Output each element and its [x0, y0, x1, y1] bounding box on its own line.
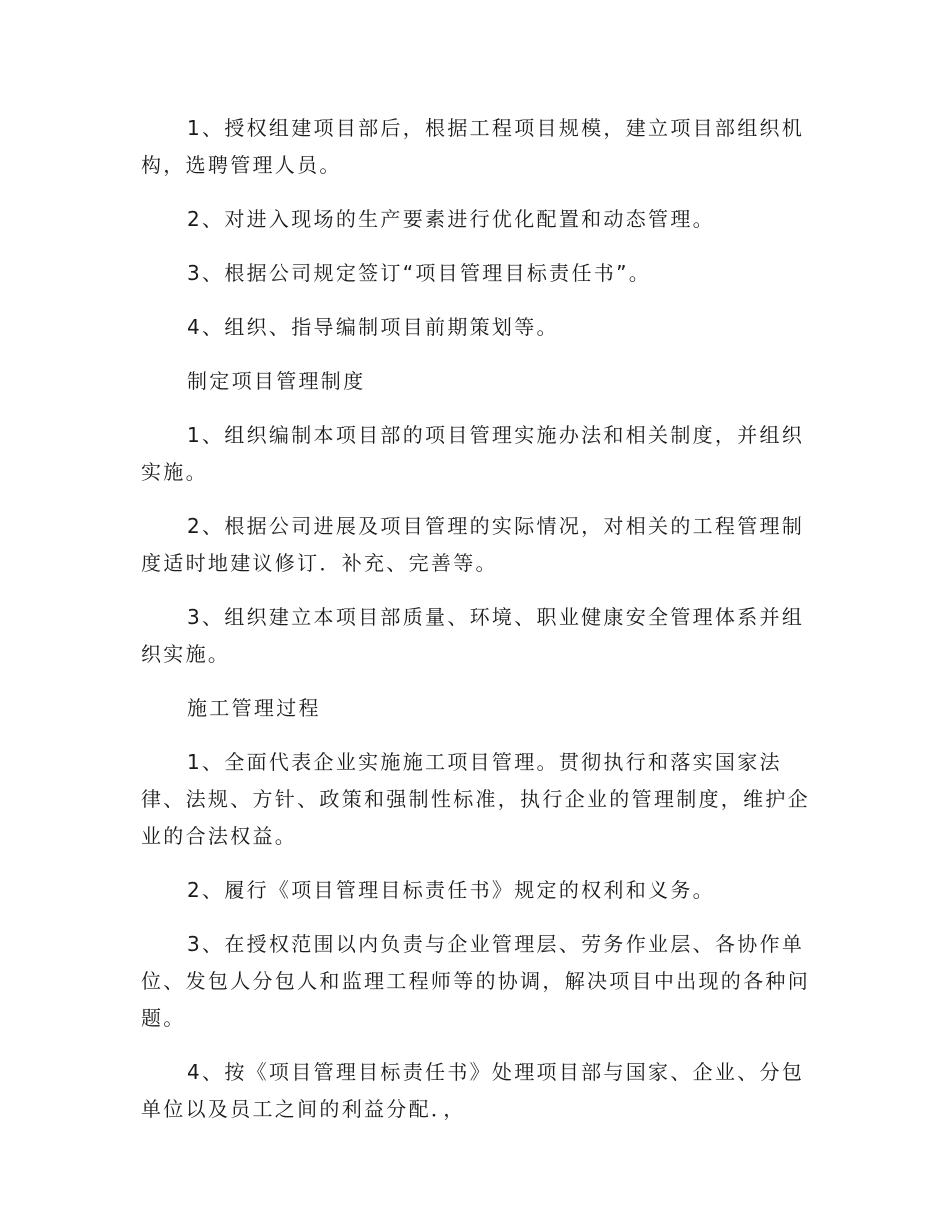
paragraph-6: 2、根据公司进展及项目管理的实际情况，对相关的工程管理制度适时地建议修订．补充、完善等。: [141, 514, 805, 575]
paragraph-4: 4、组织、指导编制项目前期策划等。: [187, 315, 559, 339]
paragraph-2: 2、对进入现场的生产要素进行优化配置和动态管理。: [187, 207, 715, 231]
paragraph-5: 1、组织编制本项目部的项目管理实施办法和相关制度，并组织实施。: [141, 423, 805, 484]
paragraph-9: 2、履行《项目管理目标责任书》规定的权利和义务。: [187, 878, 715, 902]
paragraph-7: 3、组织建立本项目部质量、环境、职业健康安全管理体系并组织实施。: [141, 605, 805, 666]
document-body: [141, 110, 811, 1128]
paragraph-3: 3、根据公司规定签订“项目管理目标责任书”。: [187, 261, 652, 285]
paragraph-1: 1、授权组建项目部后，根据工程项目规模，建立项目部组织机构，选聘管理人员。: [141, 116, 805, 177]
section-heading-construction-process: 施工管理过程: [187, 696, 321, 720]
paragraph-11: 4、按《项目管理目标责任书》处理项目部与国家、企业、分包单位以及员工之间的利益分配．，: [141, 1060, 805, 1121]
section-heading-management-system: 制定项目管理制度: [187, 369, 366, 393]
paragraph-10: 3、在授权范围以内负责与企业管理层、劳务作业层、各协作单位、发包人分包人和监理工程师等的协调，解决项目中出现的各种问题。: [141, 932, 810, 1030]
paragraph-8: 1、全面代表企业实施施工项目管理。贯彻执行和落实国家法律、法规、方针、政策和强制性标准，执行企业的管理制度，维护企业的合法权益。: [141, 750, 810, 848]
